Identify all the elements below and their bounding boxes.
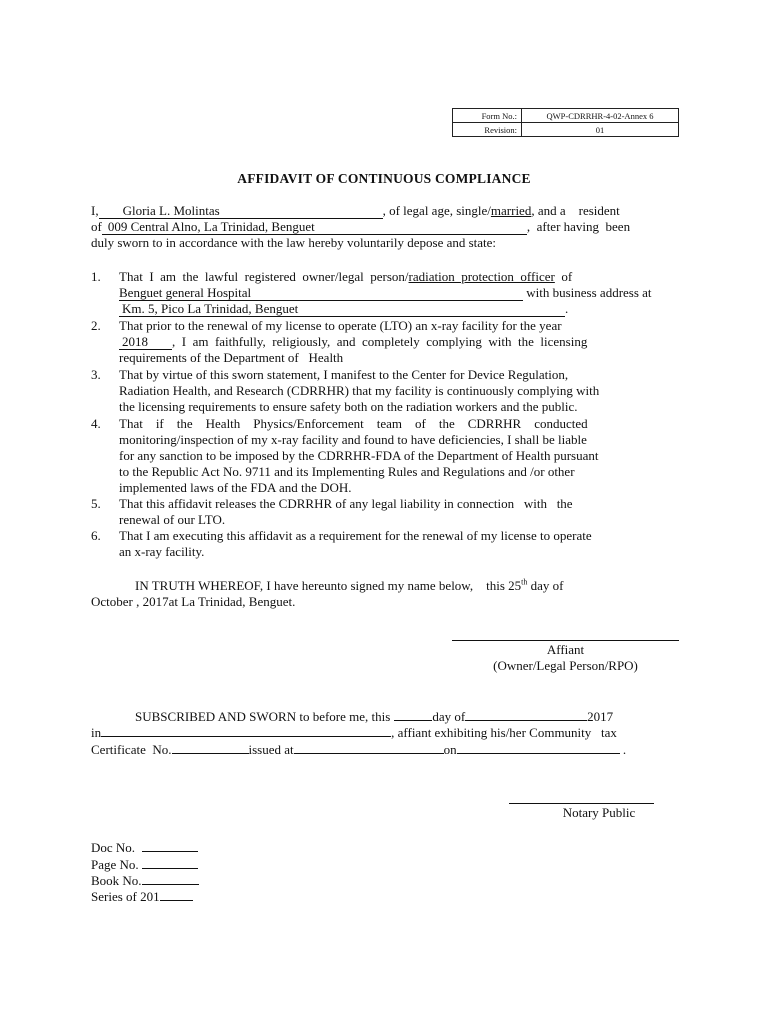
subscribed-line-3: [91, 740, 626, 758]
civil-status-married: married: [490, 203, 532, 218]
sworn-place-blank: [101, 723, 391, 737]
facility-name-field: Benguet general Hospital: [119, 286, 523, 301]
item-2-line-3: requirements of the Department of Health: [119, 350, 344, 365]
intro-after-name: , of legal age, single/: [382, 203, 491, 218]
item-6-number: 6.: [91, 528, 101, 543]
subscribed-in: in: [91, 725, 102, 740]
day-ordinal-suffix: th: [521, 577, 528, 587]
book-no-label: Book No.: [91, 873, 142, 888]
intro-line-3: duly sworn to in accordance with the law hereby voluntarily depose and state:: [91, 235, 497, 250]
residence-address-field: 009 Central Alno, La Trinidad, Benguet: [102, 220, 527, 235]
series-row: [91, 887, 193, 905]
item-1-business-address-text: with business address at: [526, 285, 652, 300]
item-3-line-3: the licensing requirements to ensure safety both on the radiation workers and the public.: [119, 399, 578, 414]
issued-on-label: on: [443, 742, 457, 757]
certificate-no-blank: [172, 740, 249, 754]
certificate-no-label: Certificate No.: [91, 742, 172, 757]
affiant-name-field: Gloria L. Molintas: [99, 204, 383, 219]
truth-line-1: [135, 578, 563, 594]
license-year-field: 2018: [119, 335, 172, 350]
doc-no-row: [91, 838, 198, 856]
item-5-line-1: That this affidavit releases the CDRRHR of any legal liability in connection with the: [119, 496, 573, 511]
form-no-label: Form No.:: [453, 109, 522, 123]
item-5-number: 5.: [91, 496, 101, 511]
item-4-line-1: That if the Health Physics/Enforcement team of the CDRRHR conducted: [119, 416, 588, 431]
form-no-value: QWP-CDRRHR-4-02-Annex 6: [522, 109, 679, 123]
subscribed-day-of: day of: [432, 709, 466, 724]
issued-at-label: issued at: [248, 742, 294, 757]
series-label: Series of 201: [91, 889, 160, 904]
item-1-text-b: of: [554, 269, 573, 284]
item-1-number: 1.: [91, 269, 101, 284]
affiant-signature-line: [452, 640, 679, 641]
item-6-line-1: That I am executing this affidavit as a requirement for the renewal of my license to operate: [119, 528, 592, 543]
item-4-line-4: to the Republic Act No. 9711 and its Implementing Rules and Regulations and /or other: [119, 464, 575, 479]
item-2-text: , I am faithfully, religiously, and completely complying with the licensing: [172, 334, 588, 349]
item-2-number: 2.: [91, 318, 101, 333]
intro-of-prefix: of: [91, 219, 102, 234]
item-1-line-2: [119, 285, 652, 301]
truth-line-2: October , 2017at La Trinidad, Benguet.: [91, 594, 296, 609]
item-4-line-2: monitoring/inspection of my x-ray facility and found to have deficiencies, I shall be liable: [119, 432, 587, 447]
page-no-label: Page No.: [91, 857, 142, 872]
revision-label: Revision:: [453, 123, 522, 137]
intro-after-married: , and a resident: [531, 203, 620, 218]
rpo-underlined: radiation protection officer: [408, 269, 555, 284]
doc-no-label: Doc No.: [91, 840, 139, 855]
page-no-blank: [142, 855, 198, 869]
document-title: AFFIDAVIT OF CONTINUOUS COMPLIANCE: [237, 171, 531, 186]
affiant-label: Affiant: [546, 642, 585, 657]
intro-i-prefix: I,: [91, 203, 99, 218]
subscribed-community-tax: , affiant exhibiting his/her Community tax: [391, 725, 617, 740]
intro-after-address: , after having been: [526, 219, 631, 234]
item-3-number: 3.: [91, 367, 101, 382]
item-3-line-1: That by virtue of this sworn statement, I manifest to the Center for Device Regulation,: [119, 367, 569, 382]
revision-value: 01: [522, 123, 679, 137]
notary-signature-line: [509, 803, 654, 804]
affiant-role: (Owner/Legal Person/RPO): [493, 658, 638, 673]
item-1-period: .: [565, 301, 569, 316]
book-no-blank: [142, 871, 199, 885]
item-4-number: 4.: [91, 416, 101, 431]
intro-line-2: [91, 219, 630, 235]
subscribed-line-2: [91, 723, 617, 741]
item-4-line-5: implemented laws of the FDA and the DOH.: [119, 480, 352, 495]
notary-label: Notary Public: [562, 805, 636, 820]
intro-line-1: [91, 203, 620, 219]
truth-text-b: day of: [527, 578, 564, 593]
item-2-line-1: That prior to the renewal of my license to operate (LTO) an x-ray facility for the year: [119, 318, 562, 333]
item-6-line-2: an x-ray facility.: [119, 544, 205, 559]
subscribed-text: SUBSCRIBED AND SWORN to before me, this: [135, 709, 391, 724]
truth-text-a: IN TRUTH WHEREOF, I have hereunto signed my name below, this 25: [135, 578, 522, 593]
item-5-line-2: renewal of our LTO.: [119, 512, 226, 527]
series-blank: [160, 887, 193, 901]
sworn-day-blank: [394, 707, 432, 721]
issued-on-blank: [457, 740, 620, 754]
subscribed-end-period: .: [619, 742, 627, 757]
form-info-table: [452, 108, 679, 137]
item-2-line-2: [119, 334, 587, 350]
doc-no-blank: [142, 838, 198, 852]
sworn-month-blank: [465, 707, 587, 721]
item-1-line-3: [119, 301, 568, 317]
item-1-text-a: That I am the lawful registered owner/legal person/: [119, 269, 409, 284]
subscribed-year: 2017: [587, 709, 614, 724]
item-1-line-1: [119, 269, 572, 285]
item-3-line-2: Radiation Health, and Research (CDRRHR) that my facility is continuously complying with: [119, 383, 600, 398]
item-4-line-3: for any sanction to be imposed by the CDRRHR-FDA of the Department of Health pursuant: [119, 448, 599, 463]
issued-at-blank: [294, 740, 444, 754]
business-address-field: Km. 5, Pico La Trinidad, Benguet: [119, 302, 565, 317]
